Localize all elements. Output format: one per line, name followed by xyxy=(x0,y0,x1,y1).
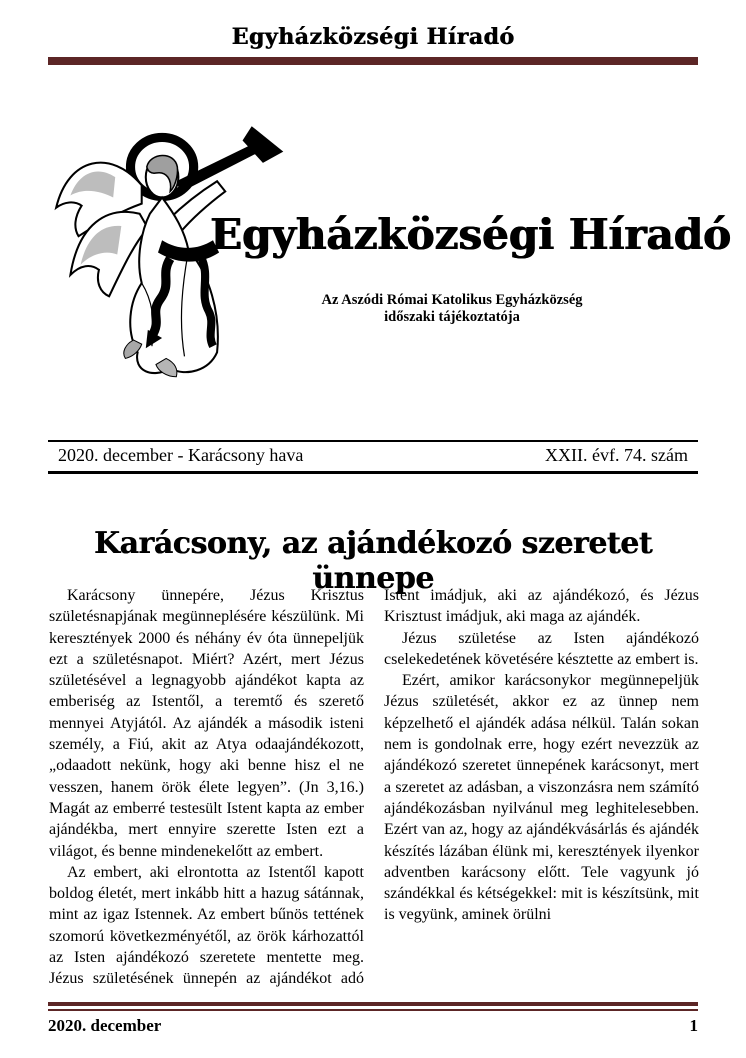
issue-bar xyxy=(48,440,698,474)
top-rule-divider xyxy=(48,57,698,65)
article-paragraph: Jézus születése az Isten ajándékozó cselekedetének követésére késztette az embert is. xyxy=(384,629,699,668)
footer-rule-thick xyxy=(48,1002,698,1006)
article-paragraph: Az embert, aki elrontotta az Istentől kapott boldog életét, mert inkább hitt a hazug sátánnak, mint az igaz Istennek. Az embert bűnös tettének szomorú következményétől, az örök kárhozattól az Isten ajándékozó szeretete mentette meg. Jézus születésének ünnepén az ajándékot adó Istent imádjuk, aki az ajándékozó, és Jézus Krisztust imádjuk, aki maga az ajándék. xyxy=(49,587,699,988)
article-paragraph: Karácsony ünnepére, Jézus Krisztus születésnapjának megünneplésére készülünk. Mi keresztények 2000 és néhány év óta ünnepeljük ezt a születésnapot. Miért? Azért, mert Jézus születésével a legnagyobb ajándékot kapta az emberiség az Istentől, a teremtő és szerető mennyei Atyjától. Az ajándék a második isteni személy, a Fiú, akit az Atya odaajándékozott, „odaadott nekünk, hogy aki benne hisz el ne vesszen, hanem örök élete legyen”. (Jn 3,16.) Magát az emberré testesült Istent kapta az ember ajándékba, mert ennyire szerette Isten ezt a világot, és benne mindenekelőtt az embert. xyxy=(49,587,364,860)
article-title: Karácsony, az ajándékozó szeretet ünnepe xyxy=(93,526,653,596)
newsletter-title: Egyházközségi Híradó xyxy=(210,210,732,259)
article-paragraph: Ezért, amikor karácsonykor megünnepeljük Jézus születését, akkor ez az ünnep nem képzelhető el ajándék adása nélkül. Talán sokan nem is gondolnak erre, hogy ezért nevezzük az ajándékozó szeretet ünnepének karácsonyt, mert a szeretet az adásban, a viszonzásra nem számító ajándékozásban nyilvánul meg leghitelesebben. Ezért van az, hogy az ajándékvásárlás és ajándék készítés lázában élünk mi, keresztények ilyenkor adventben karácsony előtt. Tele vagyunk jó szándékkal és kétségekkel: mit is készítsünk, mit is vegyünk, aminek örülni xyxy=(384,672,699,924)
footer xyxy=(48,1016,698,1036)
running-head: Egyházközségi Híradó xyxy=(231,24,515,50)
footer-rule-thin xyxy=(48,1009,698,1011)
newsletter-subtitle-line2: időszaki tájékoztatója xyxy=(384,309,520,326)
issue-date: 2020. december - Karácsony hava xyxy=(58,445,304,465)
issue-number: XXII. évf. 74. szám xyxy=(545,445,688,465)
footer-page-number: 1 xyxy=(689,1016,698,1035)
article-body xyxy=(49,585,699,991)
newsletter-subtitle-line1: Az Aszódi Római Katolikus Egyházközség xyxy=(321,292,583,309)
masthead-block xyxy=(210,210,732,326)
newsletter-subtitle xyxy=(210,292,694,326)
footer-date: 2020. december xyxy=(48,1016,162,1035)
